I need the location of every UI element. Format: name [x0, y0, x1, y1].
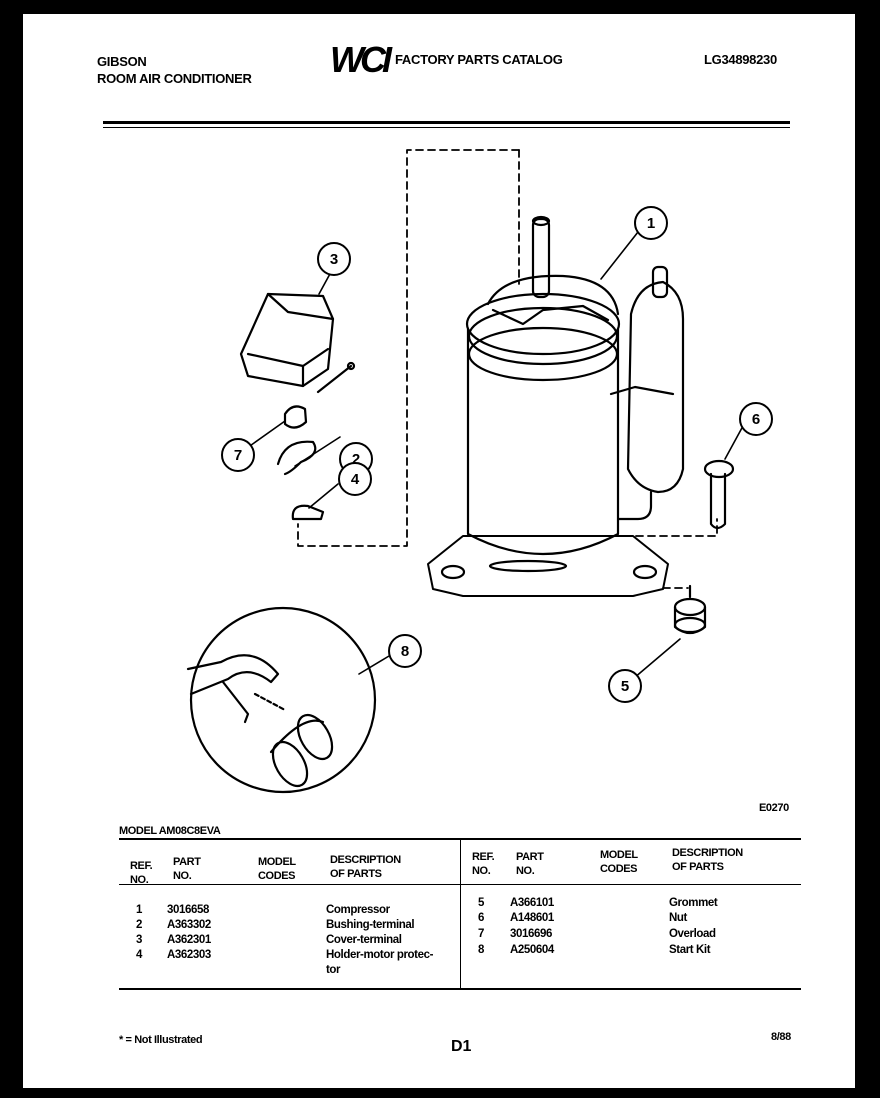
part-description: Bushing-terminal [326, 919, 415, 931]
callout-leaders [247, 232, 743, 678]
ref-no: 3 [136, 934, 142, 946]
part-no: 3016696 [510, 928, 552, 940]
part-description: Cover-terminal [326, 934, 402, 946]
part-description-continued: tor [326, 964, 341, 976]
col-model-codes-right: MODEL CODES [600, 849, 638, 875]
terminal-cover-drawing [241, 294, 354, 392]
table-row [478, 897, 718, 909]
table-row [478, 912, 687, 924]
part-description: Overload [669, 928, 716, 940]
part-no: A148601 [510, 912, 554, 924]
grommet-drawing [675, 586, 705, 633]
model-label: MODEL AM08C8EVA [119, 825, 221, 837]
table-row [136, 919, 415, 931]
holder-drawing [278, 442, 315, 474]
col-part-no-right: PART NO. [516, 851, 544, 877]
table-row [136, 934, 402, 946]
ref-no: 7 [478, 928, 484, 940]
drawing-code: E0270 [759, 802, 789, 814]
part-description: Nut [669, 912, 687, 924]
clip-drawing [293, 506, 323, 519]
ref-no: 2 [136, 919, 142, 931]
wci-logo-text: WCI [330, 42, 388, 76]
callout-label: 8 [400, 643, 410, 660]
part-no: A363302 [167, 919, 211, 931]
ref-no: 8 [478, 944, 484, 956]
catalog-number: LG34898230 [704, 52, 777, 67]
callout-label: 4 [350, 471, 360, 488]
part-no: A250604 [510, 944, 554, 956]
page-number: D1 [451, 1038, 472, 1055]
ref-no: 6 [478, 912, 484, 924]
callout-label: 6 [751, 411, 761, 428]
ref-no: 5 [478, 897, 484, 909]
table-row [136, 904, 390, 916]
start-kit-detail [188, 608, 375, 792]
exploded-parts-diagram [23, 14, 855, 1088]
part-description: Grommet [669, 897, 718, 909]
callout-label: 5 [620, 678, 630, 695]
table-row [478, 928, 716, 940]
catalog-date: 8/88 [771, 1031, 791, 1043]
part-no: A362301 [167, 934, 211, 946]
nut-drawing [705, 461, 733, 528]
ref-no: 1 [136, 904, 142, 916]
bushing-drawing [285, 406, 306, 427]
part-description: Start Kit [669, 944, 711, 956]
callout-label: 1 [646, 215, 656, 232]
table-row [136, 949, 434, 961]
part-description: Compressor [326, 904, 390, 916]
product-name: ROOM AIR CONDITIONER [97, 71, 252, 86]
brand-name: GIBSON [97, 54, 147, 69]
callout-circles [222, 207, 772, 702]
catalog-title: FACTORY PARTS CATALOG [395, 52, 563, 67]
part-no: 3016658 [167, 904, 209, 916]
part-no: A362303 [167, 949, 211, 961]
col-model-codes: MODEL CODES [258, 856, 296, 882]
compressor-drawing [428, 217, 683, 596]
col-ref-no-right: REF. NO. [472, 851, 495, 877]
callout-label: 3 [329, 251, 339, 268]
part-description: Holder-motor protec- [326, 949, 434, 961]
part-no: A366101 [510, 897, 554, 909]
ref-no: 4 [136, 949, 142, 961]
not-illustrated-note: * = Not Illustrated [119, 1034, 203, 1046]
col-part-no: PART NO. [173, 856, 201, 882]
col-description: DESCRIPTION OF PARTS [330, 854, 401, 880]
col-description-right: DESCRIPTION OF PARTS [672, 847, 743, 873]
callout-label: 7 [233, 447, 243, 464]
col-ref-no: REF. NO. [130, 860, 153, 886]
catalog-page [23, 14, 855, 1088]
callout-label: 2 [351, 451, 361, 468]
table-divider [460, 838, 461, 990]
table-row [478, 944, 711, 956]
